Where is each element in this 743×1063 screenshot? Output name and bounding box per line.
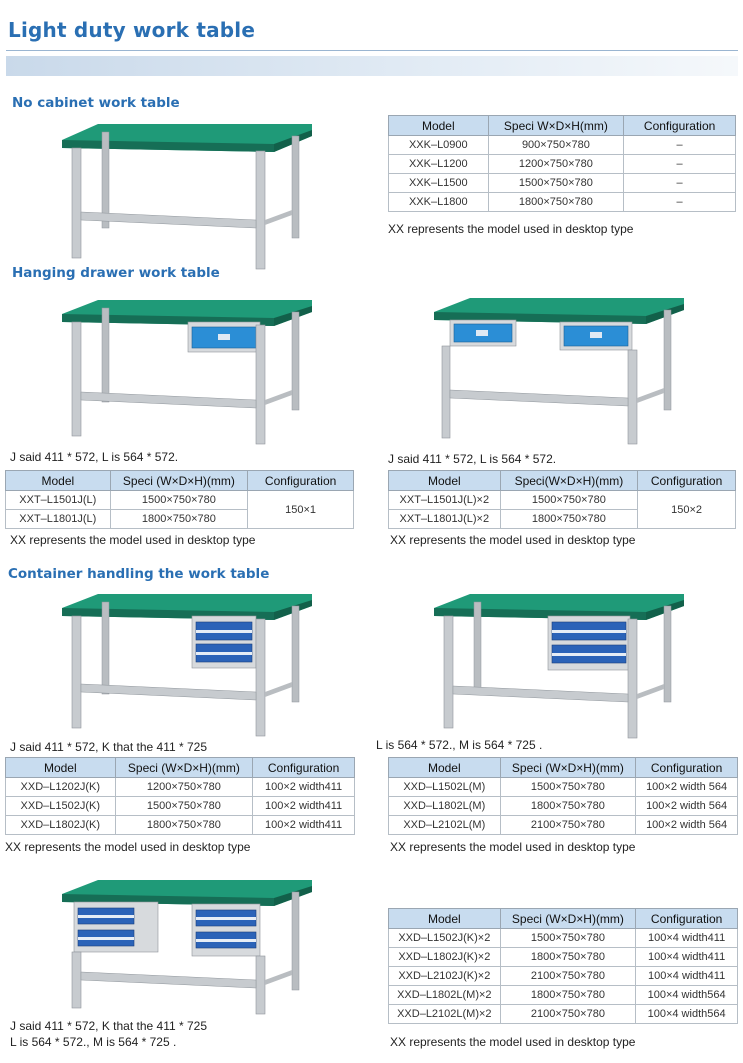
col-model: Model [389,116,489,136]
caption-t3: J said 411 * 572, L is 564 * 572. [388,452,557,466]
spec-table-single-drawer [5,470,354,529]
title-divider [6,50,738,51]
caption-t2: J said 411 * 572, L is 564 * 572. [10,450,179,464]
section-title-hanging-drawer: Hanging drawer work table [12,265,220,281]
single-drawer-table-image [58,296,320,446]
table-row: XXD–L2102J(K)×2 2100×750×780 100×4 width411 [389,967,738,986]
double-cabinet-table-image [58,876,320,1016]
table-row: XXD–L1802L(M) 1800×750×780 100×2 width 564 [389,797,738,816]
table-row: XXD–L1502L(M) 1500×750×780 100×2 width 564 [389,778,738,797]
table-row: XXD–L1802L(M)×2 1800×750×780 100×4 width564 [389,986,738,1005]
table-note: XX represents the model used in desktop type [390,533,636,547]
table-note: XX represents the model used in desktop type [5,840,251,854]
title-gradient-bar [6,56,738,76]
col-configuration: Configuration [636,909,738,929]
col-speci: Speci W×D×H(mm) [488,116,624,136]
table-row: XXT–L1501J(L) 1500×750×780 150×1 [6,491,354,510]
col-model: Model [6,471,111,491]
cabinet-table-image-jk [58,590,320,738]
table-row: XXK–L1800 1800×750×780 – [389,193,736,212]
table-row: XXK–L0900 900×750×780 – [389,136,736,155]
table-note: XX represents the model used in desktop type [10,533,256,547]
col-speci: Speci (W×D×H)(mm) [500,758,636,778]
caption-t5: L is 564 * 572., M is 564 * 725 . [376,738,543,752]
table-note: XX represents the model used in desktop type [388,222,634,236]
col-speci: Speci (W×D×H)(mm) [110,471,248,491]
table-row: XXD–L1502J(K)×2 1500×750×780 100×4 width411 [389,929,738,948]
table-row: XXD–L1202J(K) 1200×750×780 100×2 width411 [6,778,355,797]
double-drawer-table-image [430,294,692,448]
table-row: XXK–L1500 1500×750×780 – [389,174,736,193]
table-note: XX represents the model used in desktop type [390,840,636,854]
col-configuration: Configuration [248,471,354,491]
col-speci: Speci (W×D×H)(mm) [500,909,636,929]
table-row: XXD–L2102L(M) 2100×750×780 100×2 width 564 [389,816,738,835]
table-row: XXT–L1501J(L)×2 1500×750×780 150×2 [389,491,736,510]
config-cell: 150×2 [638,491,736,529]
spec-table-no-cabinet [388,115,736,212]
config-cell: 150×1 [248,491,354,529]
plain-work-table-image [58,118,320,274]
spec-table-double-cabinet [388,908,738,1024]
table-row: XXT–L1801J(L)×2 1800×750×780 [389,510,736,529]
col-model: Model [389,758,501,778]
spec-table-cabinet-lm [388,757,738,835]
spec-table-cabinet-jk [5,757,355,835]
col-speci: Speci(W×D×H)(mm) [500,471,638,491]
table-row: XXD–L2102L(M)×2 2100×750×780 100×4 width564 [389,1005,738,1024]
col-configuration: Configuration [253,758,355,778]
col-configuration: Configuration [624,116,736,136]
caption-t6-line2: L is 564 * 572., M is 564 * 725 . [10,1035,177,1049]
col-model: Model [389,471,501,491]
section-title-no-cabinet: No cabinet work table [12,95,180,111]
table-row: XXD–L1802J(K)×2 1800×750×780 100×4 width411 [389,948,738,967]
caption-t4: J said 411 * 572, K that the 411 * 725 [10,740,208,754]
spec-table-double-drawer [388,470,736,529]
col-configuration: Configuration [638,471,736,491]
cabinet-table-image-lm [430,590,692,740]
page-title: Light duty work table [8,18,256,42]
section-title-container: Container handling the work table [8,566,270,582]
col-model: Model [6,758,116,778]
table-note: XX represents the model used in desktop type [390,1035,636,1049]
caption-t6-line1: J said 411 * 572, K that the 411 * 725 [10,1019,208,1033]
table-row: XXT–L1801J(L) 1800×750×780 [6,510,354,529]
table-row: XXD–L1802J(K) 1800×750×780 100×2 width411 [6,816,355,835]
table-row: XXD–L1502J(K) 1500×750×780 100×2 width411 [6,797,355,816]
table-row: XXK–L1200 1200×750×780 – [389,155,736,174]
col-configuration: Configuration [636,758,738,778]
col-speci: Speci (W×D×H)(mm) [115,758,253,778]
col-model: Model [389,909,501,929]
